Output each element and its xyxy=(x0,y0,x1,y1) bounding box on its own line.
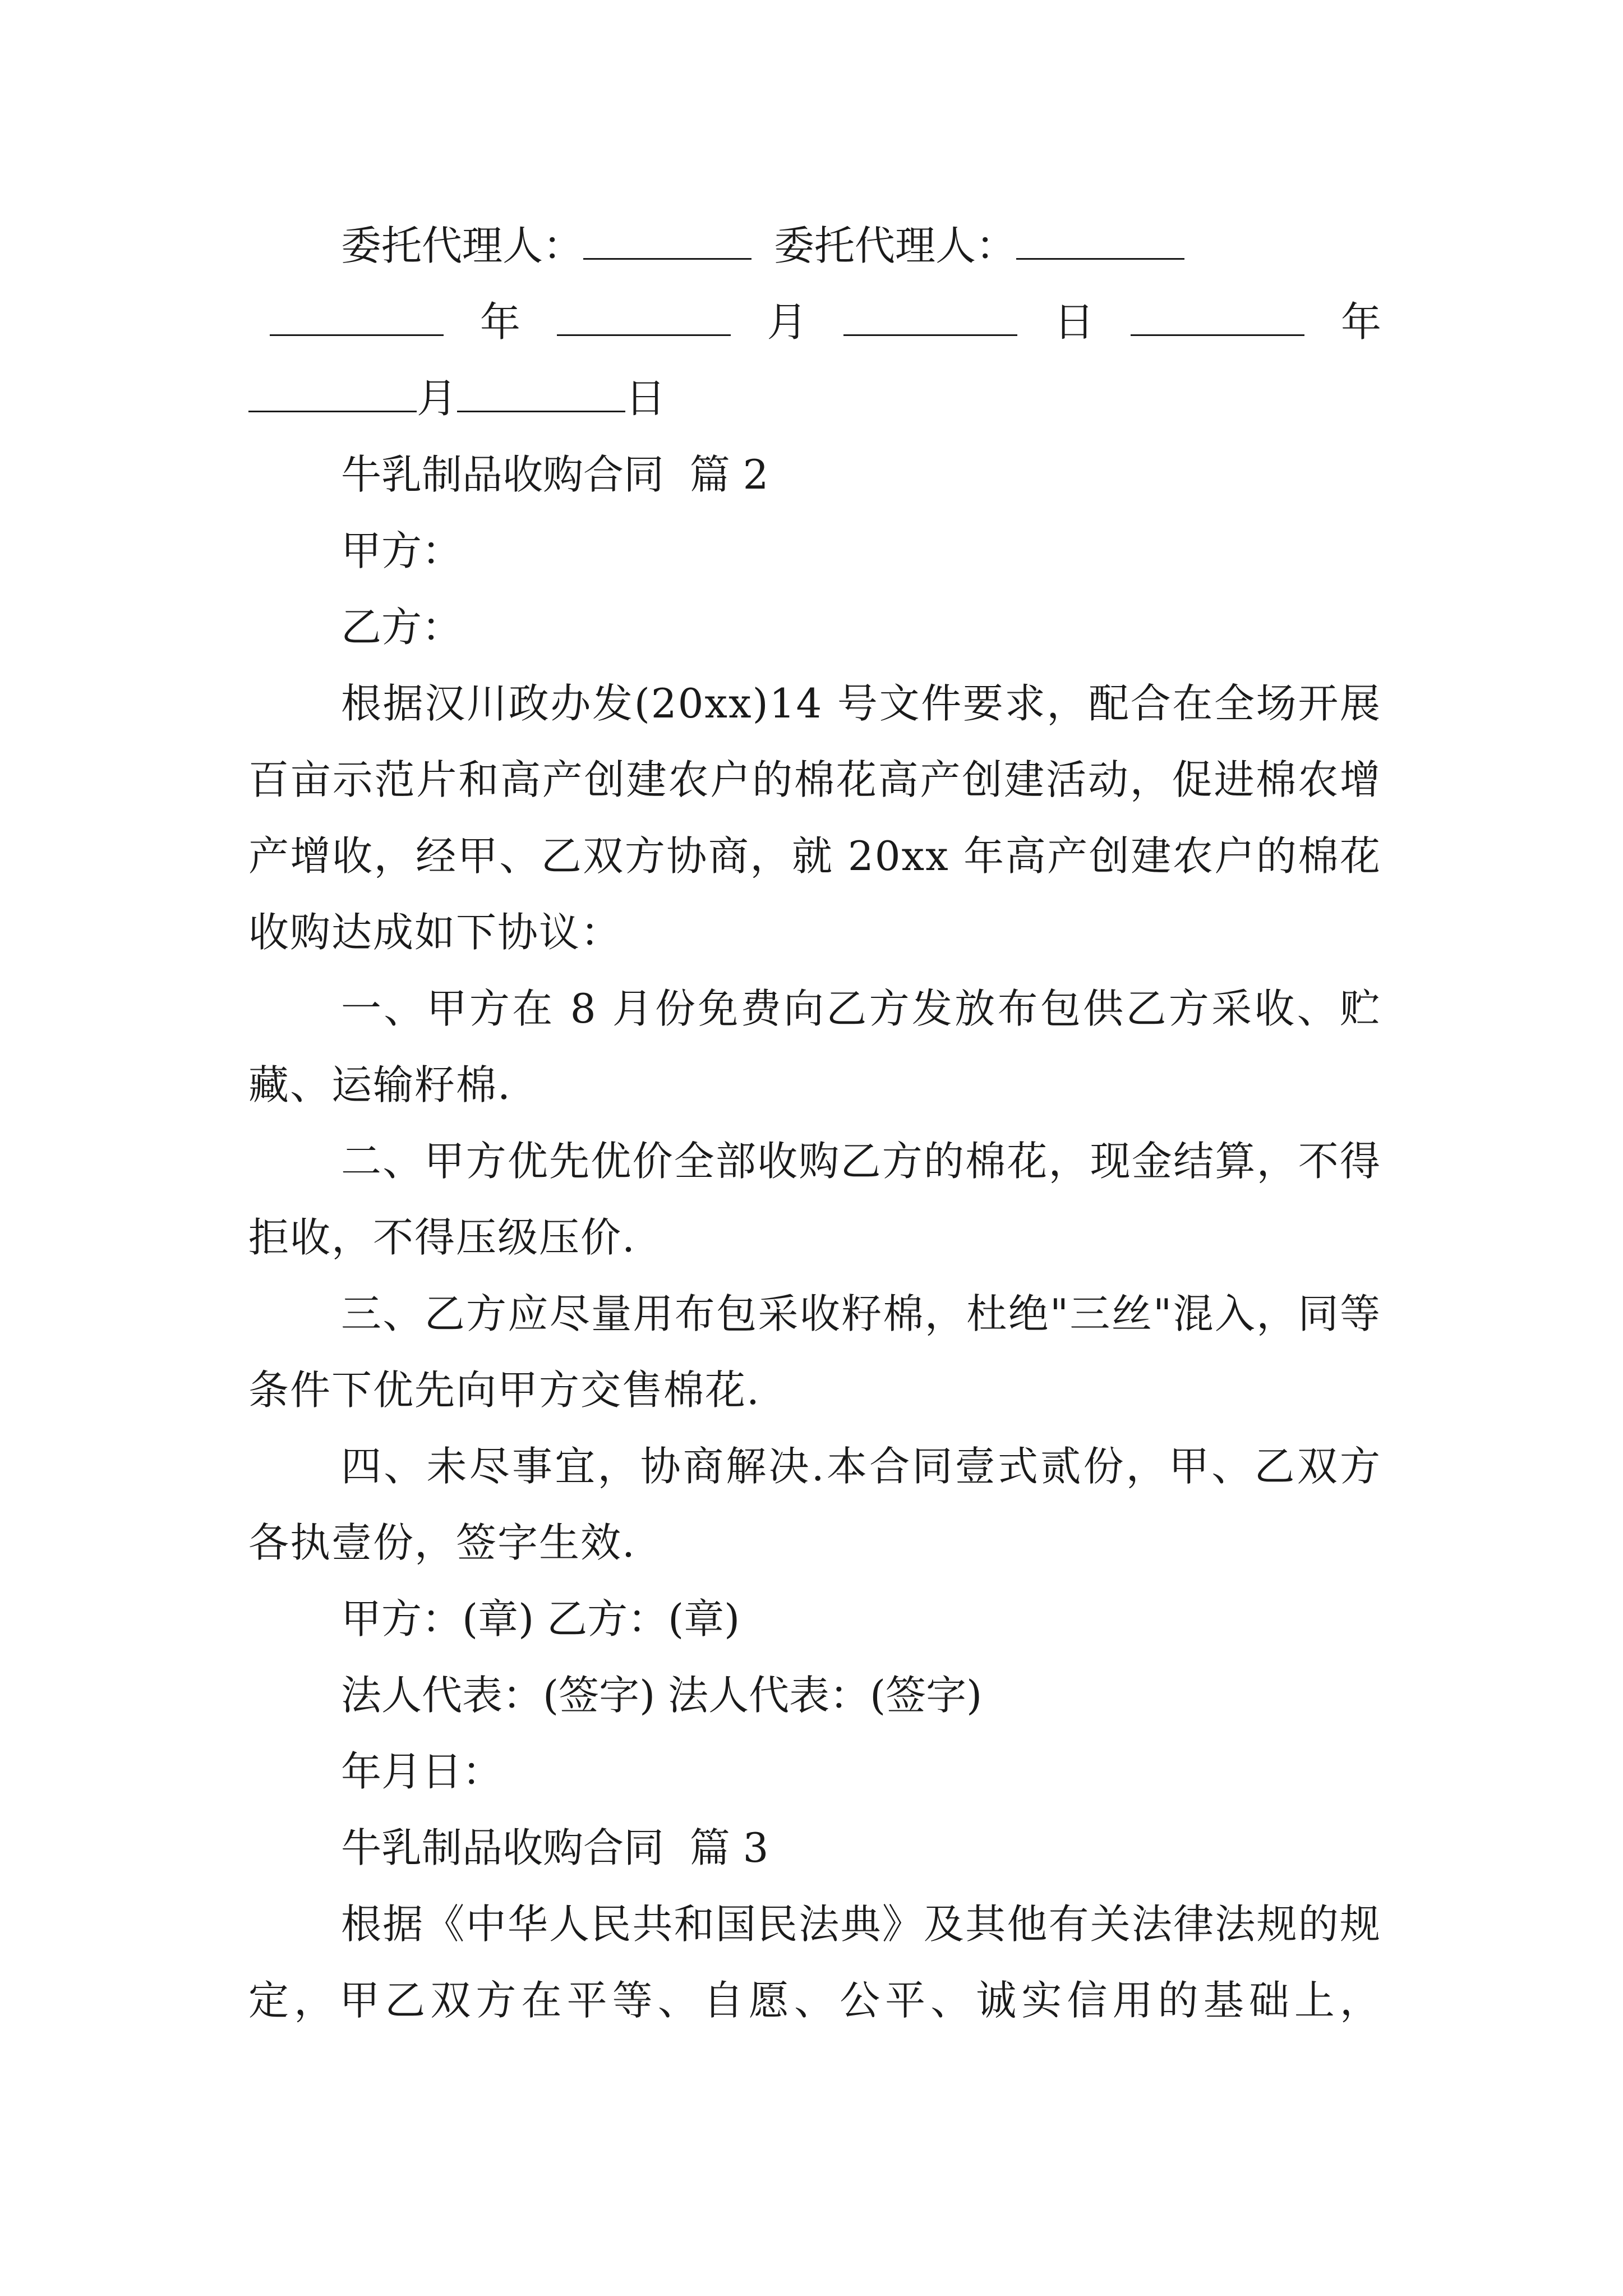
agent-b-blank xyxy=(1016,218,1184,260)
year-blank-b xyxy=(1131,294,1304,336)
seal-line: 甲方：(章) 乙方：(章) xyxy=(341,1595,740,1642)
month-blank-a xyxy=(557,294,731,336)
section-3-intro: 根据《中华人民共和国民法典》及其他有关法律法规的规定，甲乙双方在平等、自愿、公平、诚实信用的基础上， xyxy=(248,1901,1381,2024)
party-b-line: 乙方： xyxy=(341,604,463,651)
agent-line xyxy=(248,208,1381,284)
agent-a-label: 委托代理人： xyxy=(341,222,584,269)
representative-line: 法人代表：(签字) 法人代表：(签字) xyxy=(341,1672,983,1719)
clause-1: 一、甲方在 8 月份免费向乙方发放布包供乙方采收、贮藏、运输籽棉. xyxy=(248,985,1381,1108)
year-label-b: 年 xyxy=(1340,298,1381,346)
day-blank-b xyxy=(457,370,625,412)
year-label-a: 年 xyxy=(479,298,520,346)
date-row-1 xyxy=(248,284,1381,360)
day-label-b: 日 xyxy=(625,375,666,422)
month-label-a: 月 xyxy=(767,298,808,346)
signing-date-line: 年月日： xyxy=(341,1748,503,1795)
agent-a-blank xyxy=(583,218,751,260)
section-2-intro: 根据汉川政办发(20xx)14 号文件要求，配合在全场开展百亩示范片和高产创建农户的棉花高产创建活动，促进棉农增产增收，经甲、乙双方协商，就 20xx 年高产创建农户的棉花收购达成如下协议： xyxy=(248,680,1381,956)
year-blank-a xyxy=(270,294,444,336)
clause-3: 三、乙方应尽量用布包采收籽棉，杜绝"三丝"混入，同等条件下优先向甲方交售棉花. xyxy=(248,1290,1381,1414)
day-blank-a xyxy=(843,294,1017,336)
month-blank-b xyxy=(248,370,417,412)
day-label-a: 日 xyxy=(1054,298,1095,346)
section-3-heading: 牛乳制品收购合同 篇 3 xyxy=(341,1824,769,1871)
clause-2: 二、甲方优先优价全部收购乙方的棉花，现金结算，不得拒收，不得压级压价. xyxy=(248,1138,1381,1261)
party-a-line: 甲方： xyxy=(341,527,463,574)
section-2-heading: 牛乳制品收购合同 篇 2 xyxy=(341,451,769,498)
agent-b-label: 委托代理人： xyxy=(774,222,1017,269)
month-label-b: 月 xyxy=(417,375,458,422)
document-page xyxy=(248,208,1381,2039)
clause-4: 四、未尽事宜，协商解决.本合同壹式贰份，甲、乙双方各执壹份，签字生效. xyxy=(248,1443,1381,1566)
date-row-2 xyxy=(248,360,1381,436)
